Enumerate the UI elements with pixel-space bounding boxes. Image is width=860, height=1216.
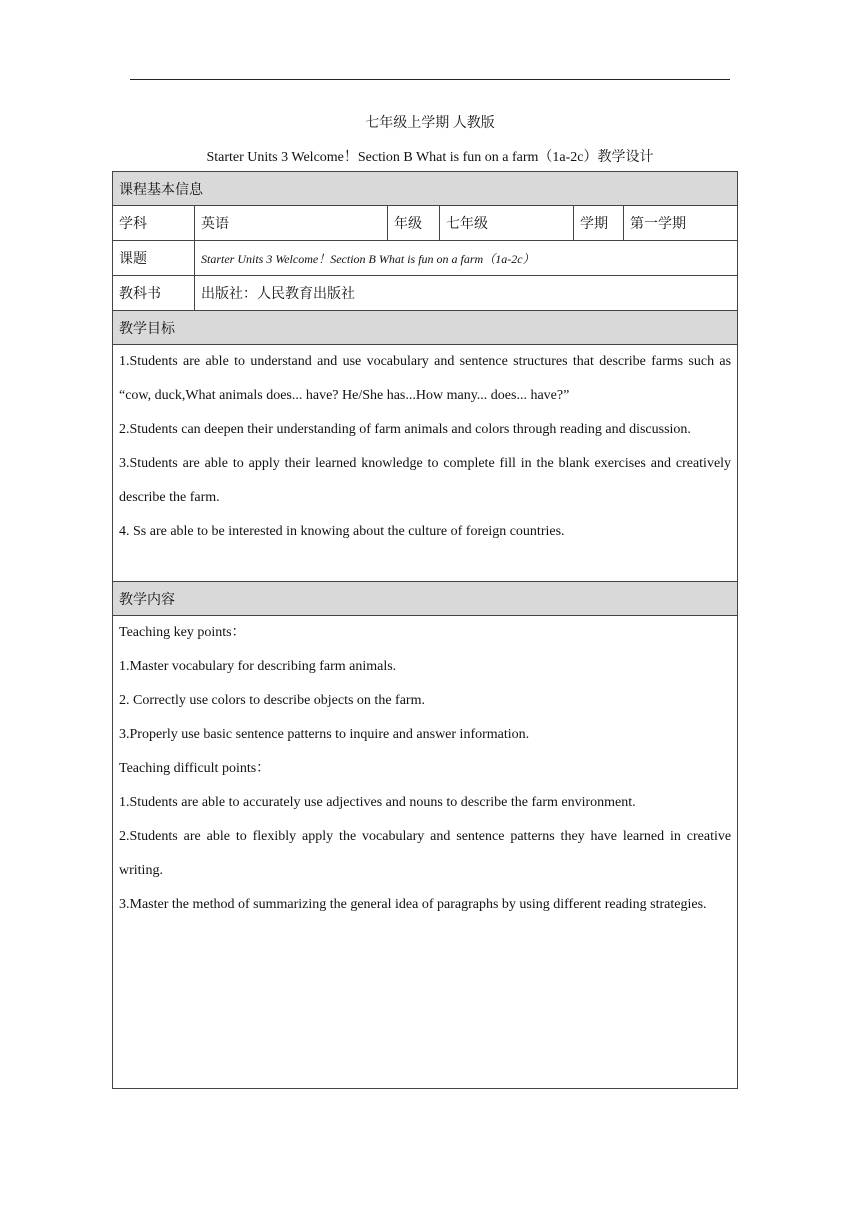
course-info-header-row xyxy=(113,172,738,206)
key-points-heading: Teaching key points： xyxy=(119,625,246,640)
term-value: 第一学期 xyxy=(624,206,738,241)
content-heading: 教学内容 xyxy=(113,582,738,616)
difficult-points-heading: Teaching difficult points： xyxy=(119,761,271,776)
difficult-point-item: 3.Master the method of summarizing the general idea of paragraphs by using different reading strategies. xyxy=(119,897,707,912)
grade-value: 七年级 xyxy=(440,206,574,241)
content-row xyxy=(113,616,738,1089)
document-subtitle: 七年级上学期 人教版 xyxy=(365,116,495,131)
subject-row xyxy=(113,206,738,241)
course-info-heading: 课程基本信息 xyxy=(113,172,738,206)
topic-value: Starter Units 3 Welcome！Section B What is fun on a farm（1a-2c） xyxy=(195,241,738,276)
objectives-heading: 教学目标 xyxy=(113,311,738,345)
objective-item: 3.Students are able to apply their learned knowledge to complete fill in the blank exercises and creatively describe the farm. xyxy=(119,456,732,505)
grade-label: 年级 xyxy=(388,206,440,241)
difficult-point-item: 1.Students are able to accurately use adjectives and nouns to describe the farm environment. xyxy=(119,795,636,810)
header-rule xyxy=(130,79,730,80)
subject-value: 英语 xyxy=(195,206,388,241)
key-point-item: 1.Master vocabulary for describing farm animals. xyxy=(119,659,397,674)
topic-label: 课题 xyxy=(113,241,195,276)
objectives-row xyxy=(113,345,738,582)
content-header-row xyxy=(113,582,738,616)
textbook-row xyxy=(113,276,738,311)
lesson-plan-table xyxy=(112,171,738,1089)
key-point-item: 2. Correctly use colors to describe objects on the farm. xyxy=(119,693,425,708)
objective-item: 1.Students are able to understand and use vocabulary and sentence structures that describe farms such as “cow, duck,What animals does... have? He/She has...How many... does... have?” xyxy=(119,354,732,403)
objectives-body xyxy=(113,345,738,582)
objectives-header-row xyxy=(113,311,738,345)
document-title: Starter Units 3 Welcome！Section B What is fun on a farm（1a-2c）教学设计 xyxy=(206,150,654,165)
difficult-point-item: 2.Students are able to flexibly apply the vocabulary and sentence patterns they have learned in creative writing. xyxy=(119,829,732,878)
content-body xyxy=(113,616,738,1089)
key-point-item: 3.Properly use basic sentence patterns to inquire and answer information. xyxy=(119,727,530,742)
textbook-value: 出版社：人民教育出版社 xyxy=(195,276,738,311)
term-label: 学期 xyxy=(574,206,624,241)
subject-label: 学科 xyxy=(113,206,195,241)
objective-item: 2.Students can deepen their understanding of farm animals and colors through reading and discussion. xyxy=(119,422,691,437)
textbook-label: 教科书 xyxy=(113,276,195,311)
objective-item: 4. Ss are able to be interested in knowing about the culture of foreign countries. xyxy=(119,524,565,539)
topic-row xyxy=(113,241,738,276)
